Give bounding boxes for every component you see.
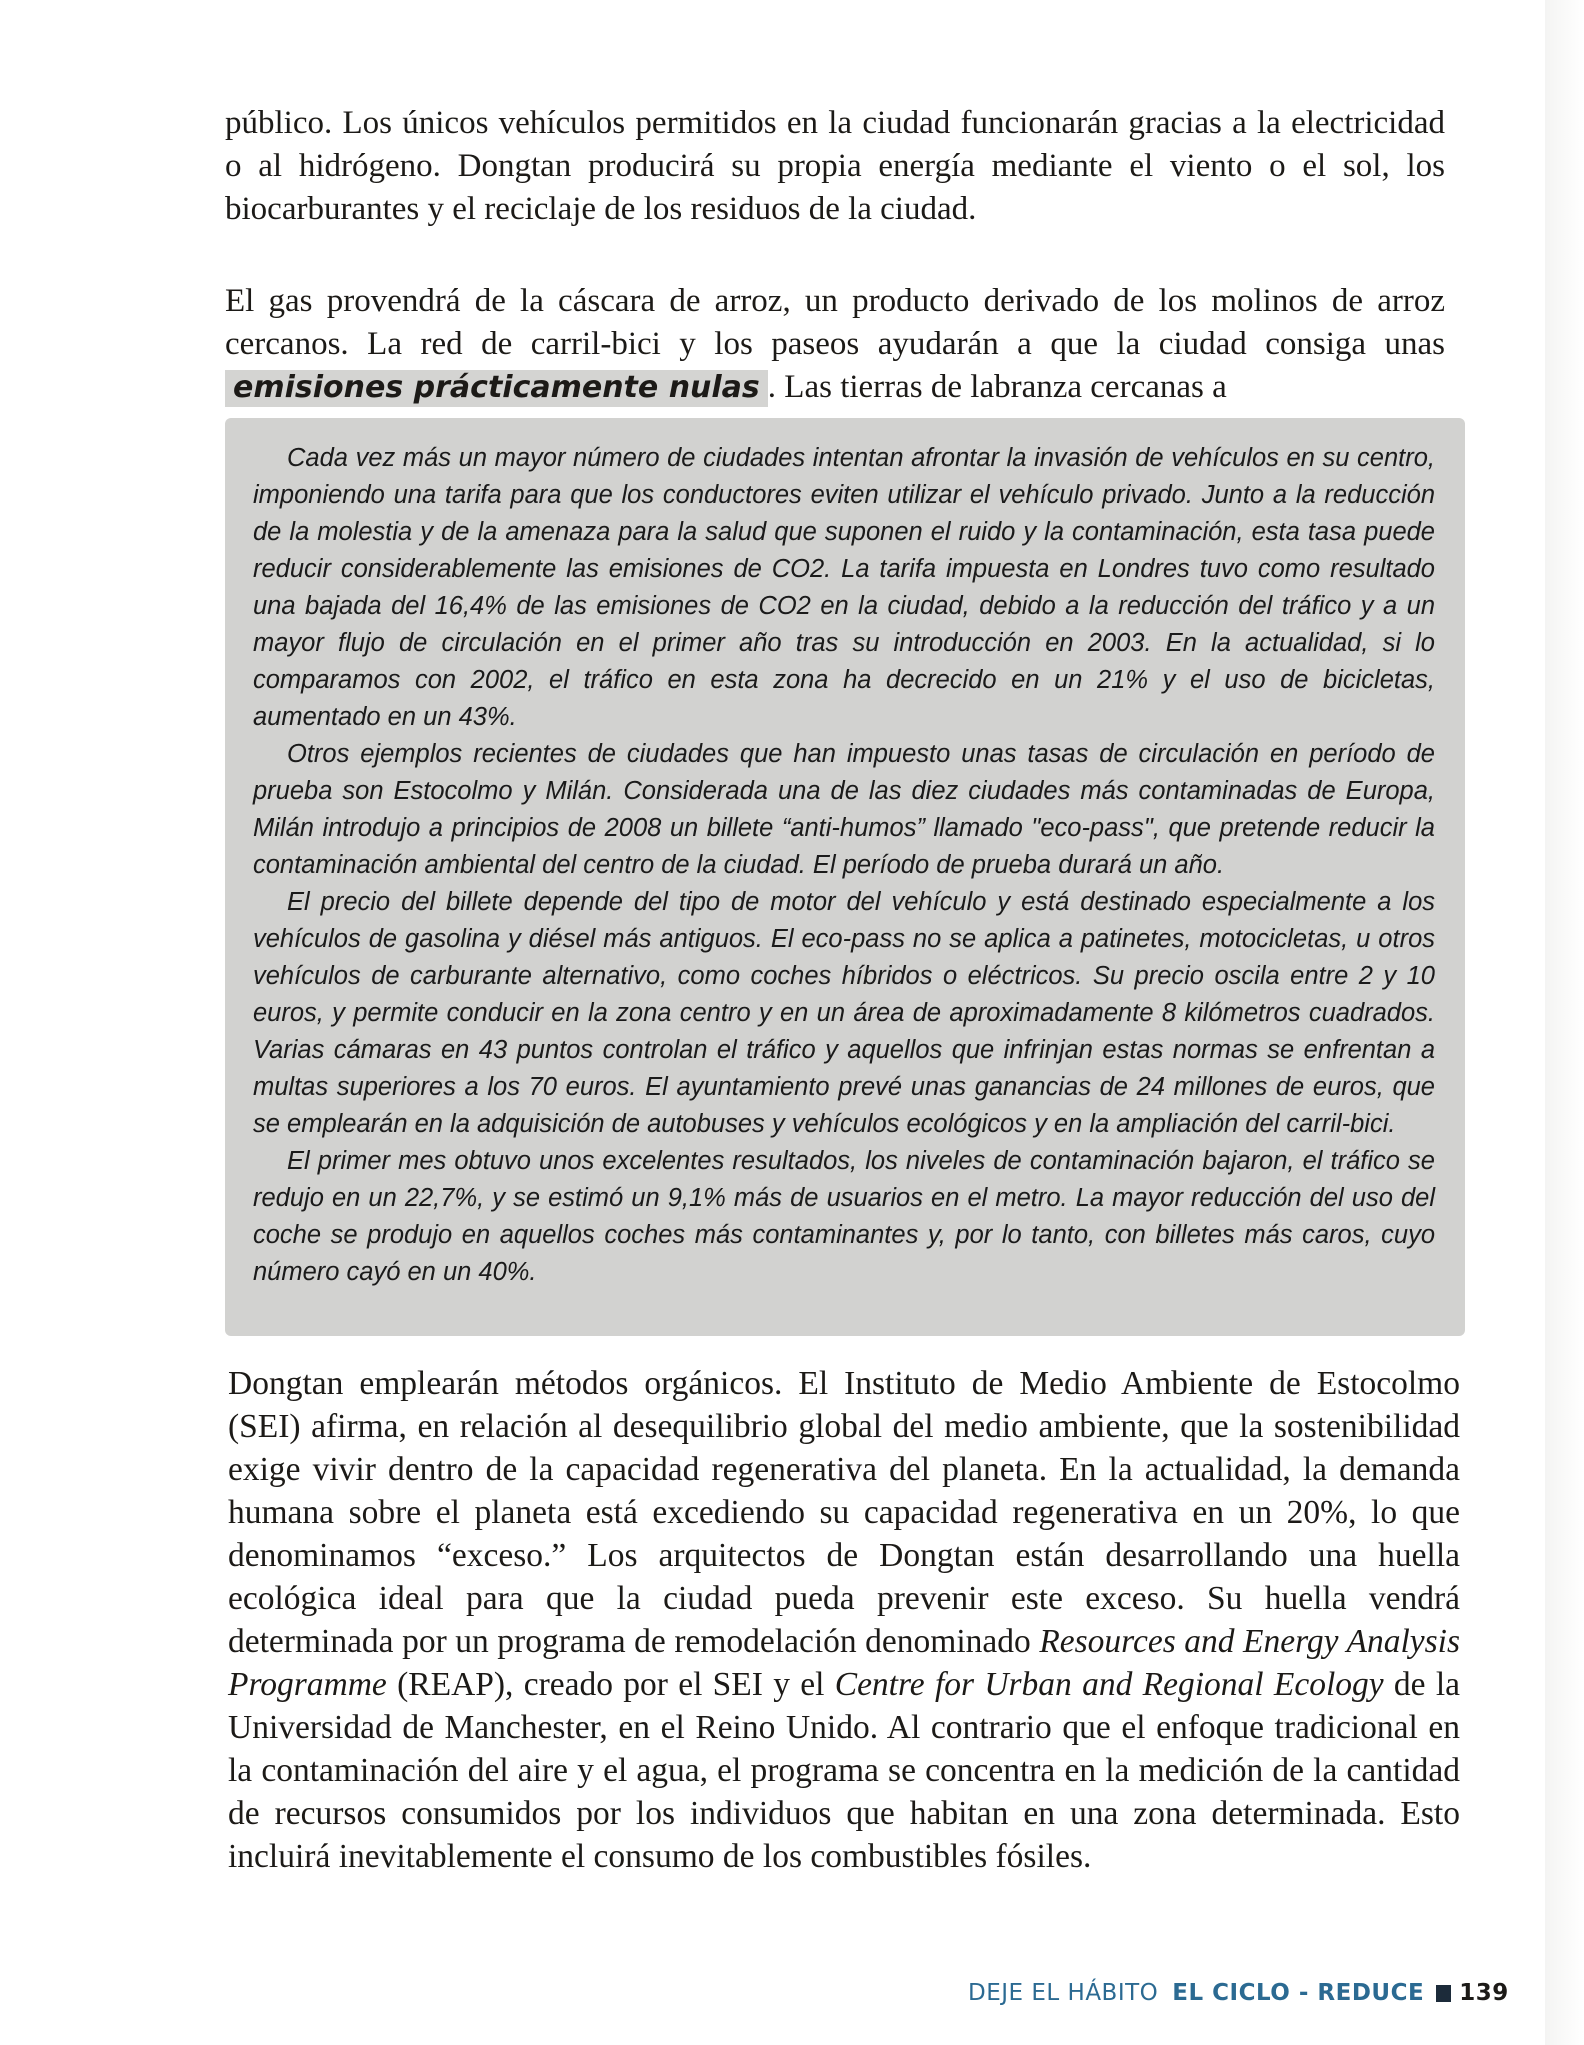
paragraph-2-text-before: El gas provendrá de la cáscara de arroz, un producto derivado de los molinos de arroz cercanos. La red de carril-bici y los paseos ayudarán a que la ciudad consiga unas — [225, 283, 1445, 362]
body-paragraph-2 — [225, 280, 1445, 409]
programme-title: Resources and Energy Analysis Programme — [228, 1623, 1460, 1703]
footer-square-icon — [1436, 1985, 1451, 2002]
sidebar-paragraph-2: Otros ejemplos recientes de ciudades que han impuesto unas tasas de circulación en período de prueba son Estocolmo y Milán. Considerada una de las diez ciudades más contaminadas de Europa, Milán introdujo a principios de 2008 un billete “anti-humos” llamado "eco-pass", que pretende reducir la contaminación ambiental del centro de la ciudad. El período de prueba durará un año. — [253, 740, 1435, 879]
footer-chapter-title: EL CICLO - REDUCE — [1172, 1980, 1425, 2006]
page-number: 139 — [1459, 1980, 1509, 2006]
paragraph-2-text-after: . Las tierras de labranza cercanas a — [767, 369, 1227, 405]
paragraph-3-part-1: Dongtan emplearán métodos orgánicos. El Instituto de Medio Ambiente de Estocolmo (SEI) afirma, en relación al desequilibrio global del medio ambiente, que la sostenibilidad exige vivir dentro de la capacidad regenerativa del planeta. En la actualidad, la demanda humana sobre el planeta está excediendo su capacidad regenerativa en un 20%, lo que denominamos “exceso.” Los arquitectos de Dongtan están desarrollando una huella ecológica ideal para que la ciudad pueda prevenir este exceso. Su huella vendrá determinada por un programa de remodelación denominado — [228, 1365, 1460, 1660]
centre-title: Centre for Urban and Regional Ecology — [834, 1666, 1384, 1703]
paragraph-3-part-2: (REAP), creado por el SEI y el — [386, 1666, 835, 1703]
body-paragraph-3 — [228, 1362, 1460, 1878]
highlighted-phrase: emisiones prácticamente nulas — [225, 370, 768, 407]
sidebar-box — [225, 418, 1465, 1336]
paragraph-3-part-3: de la Universidad de Manchester, en el Reino Unido. Al contrario que el enfoque tradicional en la contaminación del aire y el agua, el programa se concentra en la medición de la cantidad de recursos consumidos por los individuos que habitan en una zona determinada. Esto incluirá inevitablemente el consumo de los combustibles fósiles. — [228, 1666, 1460, 1875]
sidebar-paragraph-3: El precio del billete depende del tipo de motor del vehículo y está destinado especialmente a los vehículos de gasolina y diésel más antiguos. El eco-pass no se aplica a patinetes, motocicletas, u otros vehículos de carburante alternativo, como coches híbridos o eléctricos. Su precio oscila entre 2 y 10 euros, y permite conducir en la zona centro y en un área de aproximadamente 8 kilómetros cuadrados. Varias cámaras en 43 puntos controlan el tráfico y aquellos que infrinjan estas normas se enfrentan a multas superiores a los 70 euros. El ayuntamiento prevé unas ganancias de 24 millones de euros, que se emplearán en la adquisición de autobuses y vehículos ecológicos y en la ampliación del carril-bici. — [253, 888, 1435, 1138]
body-paragraph-1: público. Los únicos vehículos permitidos en la ciudad funcionarán gracias a la electricidad o al hidrógeno. Dongtan producirá su propia energía mediante el viento o el sol, los biocarburantes y el reciclaje de los residuos de la ciudad. — [225, 105, 1445, 227]
page-edge-shadow — [1545, 0, 1584, 2045]
running-footer — [968, 1980, 1509, 2006]
sidebar-paragraph-4: El primer mes obtuvo unos excelentes resultados, los niveles de contaminación bajaron, el tráfico se redujo en un 22,7%, y se estimó un 9,1% más de usuarios en el metro. La mayor reducción del uso del coche se produjo en aquellos coches más contaminantes y, por lo tanto, con billetes más caros, cuyo número cayó en un 40%. — [253, 1147, 1435, 1286]
sidebar-paragraph-1: Cada vez más un mayor número de ciudades intentan afrontar la invasión de vehículos en su centro, imponiendo una tarifa para que los conductores eviten utilizar el vehículo privado. Junto a la reducción de la molestia y de la amenaza para la salud que suponen el ruido y la contaminación, esta tasa puede reducir considerablemente las emisiones de CO2. La tarifa impuesta en Londres tuvo como resultado una bajada del 16,4% de las emisiones de CO2 en la ciudad, debido a la reducción del tráfico y a un mayor flujo de circulación en el primer año tras su introducción en 2003. En la actualidad, si lo comparamos con 2002, el tráfico en esta zona ha decrecido en un 21% y el uso de bicicletas, aumentado en un 43%. — [253, 444, 1435, 731]
footer-section-title: DEJE EL HÁBITO — [968, 1980, 1159, 2006]
